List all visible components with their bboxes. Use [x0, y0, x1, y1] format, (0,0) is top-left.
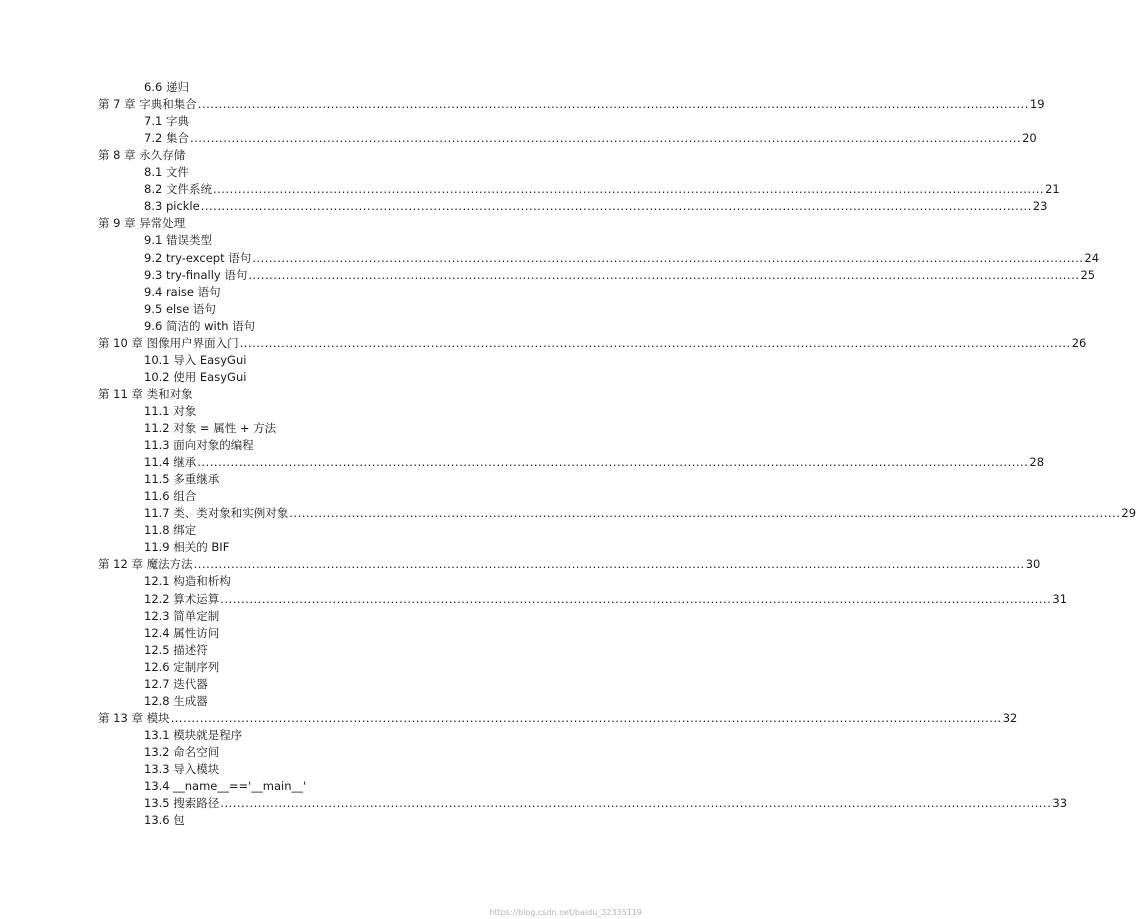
toc-page-number: 19 — [1029, 97, 1045, 112]
toc-page-number: 23 — [1032, 199, 1048, 214]
toc-page-number: 29 — [1121, 506, 1136, 521]
toc-entry-title: 11.2 对象 = 属性 + 方法 — [144, 421, 277, 435]
watermark-url: https://blog.csdn.net/baidu_32335119 — [489, 908, 642, 917]
toc-section — [144, 420, 276, 437]
toc-entry-title: 9.6 简洁的 with 语句 — [144, 318, 256, 333]
toc-chapter — [98, 335, 1087, 352]
toc-leader-dots: ........................................................................................................................................................................................................ — [193, 557, 1025, 572]
toc-section — [144, 778, 306, 795]
toc-chapter — [98, 147, 185, 164]
toc-section — [144, 79, 189, 96]
toc-entry-title: 11.4 继承 — [144, 455, 197, 470]
toc-section — [144, 437, 254, 454]
toc-section — [144, 488, 196, 505]
toc-page-number: 21 — [1045, 182, 1060, 197]
toc-entry-title: 13.1 模块就是程序 — [144, 727, 243, 742]
toc-section — [144, 591, 1068, 608]
toc-entry-title: 11.6 组合 — [144, 489, 197, 504]
toc-section — [144, 727, 242, 744]
toc-section — [144, 505, 1136, 522]
toc-entry-title: 13.3 导入模块 — [144, 762, 220, 776]
toc-page-number: 33 — [1052, 796, 1068, 811]
toc-entry-title: 11.9 相关的 BIF — [144, 540, 230, 555]
toc-section — [144, 301, 216, 318]
toc-entry-title: 8.1 文件 — [144, 165, 189, 180]
toc-leader-dots: ........................................................................................................................................................................................................ — [252, 250, 1084, 265]
toc-entry-title: 6.6 递归 — [144, 80, 189, 94]
toc-chapter — [98, 386, 193, 403]
toc-entry-title: 12.6 定制序列 — [144, 659, 220, 674]
toc-section — [144, 812, 185, 829]
toc-entry-title: 11.3 面向对象的编程 — [144, 438, 254, 453]
toc-entry-title: 8.2 文件系统 — [144, 182, 212, 197]
toc-section — [144, 693, 208, 710]
toc-section — [144, 471, 219, 488]
toc-entry-title: 11.5 多重继承 — [144, 472, 220, 487]
toc-section — [144, 608, 219, 625]
toc-chapter — [98, 710, 1018, 727]
toc-chapter — [98, 556, 1041, 573]
toc-entry-title: 13.6 包 — [144, 813, 185, 828]
toc-section — [144, 267, 1096, 284]
toc-entry-title: 9.5 else 语句 — [144, 301, 216, 316]
toc-section — [144, 164, 189, 181]
toc-entry-title: 12.2 算术运算 — [144, 591, 220, 606]
toc-section — [144, 676, 208, 693]
toc-leader-dots: ........................................................................................................................................................................................................ — [189, 131, 1022, 146]
toc-entry-title: 第 10 章 图像用户界面入门 — [98, 335, 239, 350]
toc-section — [144, 539, 229, 556]
toc-leader-dots: ........................................................................................................................................................................................................ — [220, 796, 1052, 811]
toc-page-number: 31 — [1052, 591, 1068, 606]
toc-entry-title: 11.8 绑定 — [144, 523, 197, 538]
toc-entry-title: 13.2 命名空间 — [144, 744, 220, 759]
toc-entry-title: 第 12 章 魔法方法 — [98, 557, 193, 572]
toc-entry-title: 第 8 章 永久存储 — [98, 148, 186, 163]
toc-page-number: 32 — [1002, 710, 1018, 725]
toc-entry-title: 9.4 raise 语句 — [144, 284, 221, 299]
toc-section — [144, 232, 212, 249]
toc-entry-title: 9.1 错误类型 — [144, 233, 212, 248]
toc-leader-dots: ........................................................................................................................................................................................................ — [212, 182, 1045, 197]
toc-section — [144, 454, 1045, 471]
toc-entry-title: 第 9 章 异常处理 — [98, 216, 186, 231]
toc-entry-title: 12.4 属性访问 — [144, 625, 220, 640]
toc-leader-dots: ........................................................................................................................................................................................................ — [200, 199, 1032, 214]
toc-entry-title: 10.1 导入 EasyGui — [144, 352, 247, 367]
toc-page-number: 28 — [1029, 455, 1045, 470]
toc-entry-title: 第 11 章 类和对象 — [98, 386, 193, 401]
toc-section — [144, 744, 219, 761]
toc-section — [144, 403, 196, 420]
toc-section — [144, 318, 255, 335]
toc-section — [144, 659, 219, 676]
toc-entry-title: 10.2 使用 EasyGui — [144, 369, 247, 384]
toc-section — [144, 369, 246, 386]
toc-section — [144, 761, 219, 778]
toc-chapter — [98, 215, 185, 232]
toc-leader-dots: ........................................................................................................................................................................................................ — [220, 591, 1052, 606]
toc-chapter — [98, 96, 1045, 113]
toc-entry-title: 第 7 章 字典和集合 — [98, 97, 197, 112]
toc-entry-title: 11.1 对象 — [144, 403, 197, 418]
toc-section — [144, 113, 189, 130]
toc-page-number: 24 — [1084, 250, 1100, 265]
toc-entry-title: 第 13 章 模块 — [98, 710, 170, 725]
toc-section — [144, 130, 1037, 147]
toc-section — [144, 522, 196, 539]
toc-entry-title: 9.3 try-finally 语句 — [144, 267, 248, 282]
toc-section — [144, 642, 208, 659]
toc-entry-title: 12.7 迭代器 — [144, 676, 208, 691]
toc-section — [144, 181, 1060, 198]
toc-entry-title: 9.2 try-except 语句 — [144, 250, 252, 265]
toc-entry-title: 13.5 搜索路径 — [144, 796, 220, 811]
toc-section — [144, 573, 231, 590]
toc-entry-title: 11.7 类、类对象和实例对象 — [144, 506, 289, 521]
toc-section — [144, 352, 246, 369]
toc-section — [144, 250, 1100, 267]
toc-leader-dots: ........................................................................................................................................................................................................ — [170, 710, 1002, 725]
toc-page-number: 20 — [1022, 131, 1037, 146]
toc-entry-title: 12.3 简单定制 — [144, 608, 220, 623]
toc-leader-dots: ........................................................................................................................................................................................................ — [197, 97, 1029, 112]
toc-page-number: 30 — [1025, 557, 1041, 572]
toc-page-number: 26 — [1071, 335, 1087, 350]
toc-leader-dots: ........................................................................................................................................................................................................ — [248, 267, 1080, 282]
toc-section — [144, 198, 1048, 215]
toc-entry-title: 12.8 生成器 — [144, 693, 208, 708]
toc-entry-title: 12.5 描述符 — [144, 642, 208, 657]
toc-page-number: 25 — [1080, 267, 1096, 282]
toc-section — [144, 625, 219, 642]
toc-leader-dots: ........................................................................................................................................................................................................ — [197, 455, 1029, 470]
toc-entry-title: 8.3 pickle — [144, 199, 200, 214]
toc-leader-dots: ........................................................................................................................................................................................................ — [289, 506, 1121, 521]
toc-leader-dots: ........................................................................................................................................................................................................ — [239, 335, 1071, 350]
toc-entry-title: 7.1 字典 — [144, 114, 189, 129]
toc-entry-title: 7.2 集合 — [144, 131, 189, 146]
toc-entry-title: 12.1 构造和析构 — [144, 574, 231, 589]
toc-section — [144, 284, 221, 301]
toc-section — [144, 795, 1068, 812]
toc-entry-title: 13.4 __name__=='__main__' — [144, 779, 307, 794]
